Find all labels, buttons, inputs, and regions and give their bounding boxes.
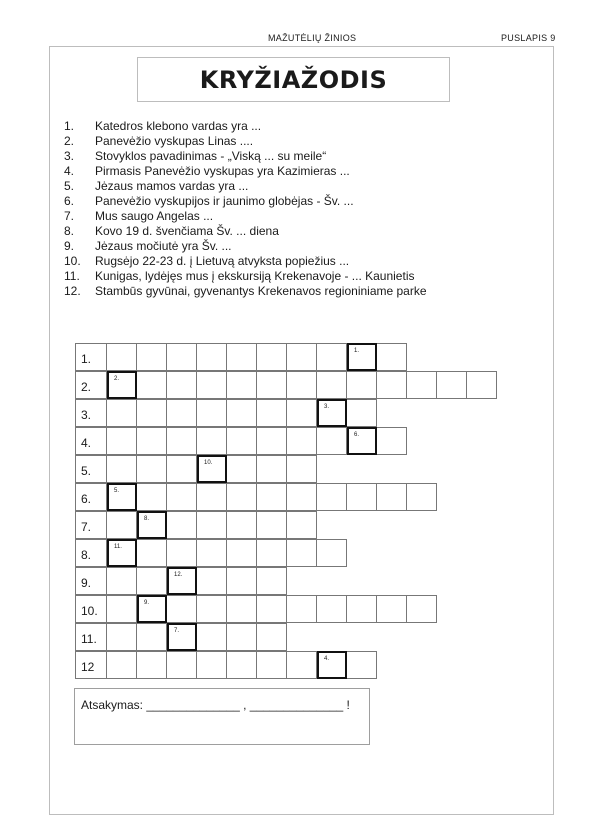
- row-number: 5.: [75, 455, 107, 483]
- crossword-cell[interactable]: [107, 455, 137, 483]
- crossword-cell[interactable]: [227, 539, 257, 567]
- clue-text: Mus saugo Angelas ...: [95, 209, 214, 223]
- clue-text: Jėzaus mamos vardas yra ...: [95, 179, 249, 193]
- crossword-key-cell[interactable]: [107, 483, 137, 511]
- row-number: 4.: [75, 427, 107, 455]
- key-cell-number: 8.: [144, 516, 150, 522]
- row-number: 3.: [75, 399, 107, 427]
- crossword-row: [75, 399, 377, 427]
- crossword-key-cell[interactable]: [317, 399, 347, 427]
- crossword-cell[interactable]: [197, 623, 227, 651]
- crossword-cell[interactable]: [257, 595, 287, 623]
- clue-item: [64, 149, 326, 164]
- row-number: 9.: [75, 567, 107, 595]
- clue-text: Jėzaus močiutė yra Šv. ...: [95, 239, 232, 253]
- clue-text: Stambūs gyvūnai, gyvenantys Krekenavos regioniniame parke: [95, 284, 427, 298]
- crossword-cell[interactable]: [257, 651, 287, 679]
- crossword-cell[interactable]: [167, 427, 197, 455]
- crossword-cell[interactable]: [287, 483, 317, 511]
- crossword-cell[interactable]: [197, 399, 227, 427]
- crossword-row: [75, 567, 287, 595]
- row-number: 12: [75, 651, 107, 679]
- clue-item: [64, 134, 253, 149]
- publication-name: MAŽUTĖLIŲ ŽINIOS: [268, 33, 357, 43]
- crossword-cell[interactable]: [227, 511, 257, 539]
- crossword-cell[interactable]: [227, 455, 257, 483]
- row-number: 6.: [75, 483, 107, 511]
- clue-item: [64, 269, 414, 284]
- clue-number: 11.: [64, 269, 80, 283]
- crossword-row: [75, 427, 407, 455]
- crossword-key-cell[interactable]: [347, 343, 377, 371]
- key-cell-number: 5.: [114, 488, 120, 494]
- crossword-key-cell[interactable]: [197, 455, 227, 483]
- crossword-cell[interactable]: [137, 399, 167, 427]
- key-cell-number: 6.: [354, 432, 360, 438]
- crossword-row: [75, 343, 407, 371]
- key-cell-number: 10.: [204, 460, 213, 466]
- crossword-cell[interactable]: [197, 427, 227, 455]
- crossword-cell[interactable]: [287, 371, 317, 399]
- crossword-cell[interactable]: [377, 343, 407, 371]
- crossword-cell[interactable]: [197, 343, 227, 371]
- crossword-cell[interactable]: [227, 651, 257, 679]
- crossword-cell[interactable]: [347, 483, 377, 511]
- crossword-cell[interactable]: [287, 595, 317, 623]
- crossword-cell[interactable]: [287, 343, 317, 371]
- crossword-cell[interactable]: [137, 651, 167, 679]
- crossword-cell[interactable]: [287, 511, 317, 539]
- crossword-cell[interactable]: [227, 595, 257, 623]
- clue-number: 7.: [64, 209, 75, 223]
- clue-item: [64, 224, 279, 239]
- crossword-cell[interactable]: [257, 399, 287, 427]
- crossword-key-cell[interactable]: [107, 371, 137, 399]
- crossword-cell[interactable]: [227, 371, 257, 399]
- crossword-cell[interactable]: [257, 371, 287, 399]
- key-cell-number: 2.: [114, 376, 120, 382]
- crossword-cell[interactable]: [377, 371, 407, 399]
- row-number: 2.: [75, 371, 107, 399]
- crossword-cell[interactable]: [197, 651, 227, 679]
- crossword-cell[interactable]: [227, 483, 257, 511]
- crossword-cell[interactable]: [197, 511, 227, 539]
- crossword-key-cell[interactable]: [107, 539, 137, 567]
- crossword-cell[interactable]: [317, 595, 347, 623]
- crossword-cell[interactable]: [257, 567, 287, 595]
- crossword-cell[interactable]: [167, 511, 197, 539]
- crossword-cell[interactable]: [167, 455, 197, 483]
- crossword-cell[interactable]: [167, 343, 197, 371]
- crossword-cell[interactable]: [107, 567, 137, 595]
- crossword-cell[interactable]: [107, 595, 137, 623]
- clue-number: 8.: [64, 224, 75, 238]
- clue-number: 6.: [64, 194, 75, 208]
- crossword-cell[interactable]: [137, 343, 167, 371]
- crossword-cell[interactable]: [347, 399, 377, 427]
- clue-number: 2.: [64, 134, 75, 148]
- title-box: [137, 57, 450, 102]
- crossword-cell[interactable]: [257, 427, 287, 455]
- crossword-cell[interactable]: [377, 483, 407, 511]
- clue-number: 5.: [64, 179, 75, 193]
- clue-number: 3.: [64, 149, 75, 163]
- crossword-cell[interactable]: [257, 343, 287, 371]
- crossword-cell[interactable]: [227, 399, 257, 427]
- clue-number: 1.: [64, 119, 75, 133]
- crossword-cell[interactable]: [167, 483, 197, 511]
- crossword-cell[interactable]: [257, 539, 287, 567]
- row-number: 11.: [75, 623, 107, 651]
- clue-number: 12.: [64, 284, 81, 298]
- crossword-row: [75, 623, 287, 651]
- clue-item: [64, 179, 248, 194]
- crossword-cell[interactable]: [287, 455, 317, 483]
- clue-text: Rugsėjo 22-23 d. į Lietuvą atvyksta popiežius ...: [95, 254, 350, 268]
- crossword-cell[interactable]: [287, 651, 317, 679]
- crossword-cell[interactable]: [227, 623, 257, 651]
- crossword-key-cell[interactable]: [167, 623, 197, 651]
- crossword-cell[interactable]: [137, 371, 167, 399]
- crossword-cell[interactable]: [287, 399, 317, 427]
- crossword-cell[interactable]: [407, 483, 437, 511]
- crossword-cell[interactable]: [257, 483, 287, 511]
- row-number: 8.: [75, 539, 107, 567]
- crossword-cell[interactable]: [407, 595, 437, 623]
- crossword-key-cell[interactable]: [137, 511, 167, 539]
- crossword-cell[interactable]: [107, 343, 137, 371]
- clue-text: Kunigas, lydėjęs mus į ekskursiją Krekenavoje - ... Kaunietis: [95, 269, 415, 283]
- crossword-cell[interactable]: [137, 483, 167, 511]
- page-title: KRYŽIAŽODIS: [199, 65, 388, 94]
- crossword-cell[interactable]: [197, 595, 227, 623]
- crossword-row: [75, 455, 317, 483]
- answer-line: Atsakymas: ______________ , ______________ !: [81, 698, 350, 712]
- crossword-key-cell[interactable]: [317, 651, 347, 679]
- crossword-cell[interactable]: [467, 371, 497, 399]
- key-cell-number: 12.: [174, 572, 183, 578]
- crossword-row: [75, 483, 437, 511]
- crossword-cell[interactable]: [167, 539, 197, 567]
- page-number: PUSLAPIS 9: [501, 33, 556, 43]
- crossword-cell[interactable]: [287, 539, 317, 567]
- clue-text: Katedros klebono vardas yra ...: [95, 119, 262, 133]
- crossword-cell[interactable]: [107, 511, 137, 539]
- clue-text: Panevėžio vyskupijos ir jaunimo globėjas - Šv. ...: [95, 194, 354, 208]
- crossword-cell[interactable]: [137, 455, 167, 483]
- crossword-cell[interactable]: [407, 371, 437, 399]
- crossword-cell[interactable]: [257, 511, 287, 539]
- crossword-cell[interactable]: [137, 567, 167, 595]
- crossword-cell[interactable]: [347, 371, 377, 399]
- crossword-cell[interactable]: [257, 623, 287, 651]
- crossword-cell[interactable]: [197, 371, 227, 399]
- crossword-cell[interactable]: [317, 427, 347, 455]
- crossword-cell[interactable]: [107, 651, 137, 679]
- row-number: 10.: [75, 595, 107, 623]
- clue-text: Panevėžio vyskupas Linas ....: [95, 134, 254, 148]
- clue-number: 4.: [64, 164, 75, 178]
- crossword-cell[interactable]: [137, 539, 167, 567]
- crossword-cell[interactable]: [137, 427, 167, 455]
- crossword-cell[interactable]: [167, 371, 197, 399]
- clue-item: [64, 119, 261, 134]
- key-cell-number: 4.: [324, 656, 330, 662]
- crossword-cell[interactable]: [437, 371, 467, 399]
- crossword-cell[interactable]: [347, 651, 377, 679]
- crossword-row: [75, 595, 437, 623]
- clue-item: [64, 164, 350, 179]
- crossword-cell[interactable]: [167, 595, 197, 623]
- key-cell-number: 7.: [174, 628, 180, 634]
- clue-text: Kovo 19 d. švenčiama Šv. ... diena: [95, 224, 279, 238]
- answer-box: [74, 688, 370, 745]
- key-cell-number: 9.: [144, 600, 150, 606]
- crossword-cell[interactable]: [227, 427, 257, 455]
- key-cell-number: 1.: [354, 348, 360, 354]
- crossword-cell[interactable]: [317, 371, 347, 399]
- clue-item: [64, 209, 213, 224]
- crossword-cell[interactable]: [377, 595, 407, 623]
- key-cell-number: 3.: [324, 404, 330, 410]
- row-number: 1.: [75, 343, 107, 371]
- clue-item: [64, 284, 427, 299]
- crossword-row: [75, 511, 317, 539]
- row-number: 7.: [75, 511, 107, 539]
- crossword-cell[interactable]: [197, 539, 227, 567]
- crossword-cell[interactable]: [317, 343, 347, 371]
- crossword-cell[interactable]: [227, 343, 257, 371]
- crossword-row: [75, 539, 347, 567]
- crossword-key-cell[interactable]: [167, 567, 197, 595]
- key-cell-number: 11.: [114, 544, 122, 550]
- crossword-cell[interactable]: [287, 427, 317, 455]
- crossword-cell[interactable]: [137, 623, 167, 651]
- clue-number: 9.: [64, 239, 75, 253]
- clue-item: [64, 239, 232, 254]
- crossword-key-cell[interactable]: [137, 595, 167, 623]
- crossword-cell[interactable]: [377, 427, 407, 455]
- crossword-cell[interactable]: [227, 567, 257, 595]
- clue-text: Stovyklos pavadinimas - „Viską ... su meile“: [95, 149, 327, 163]
- crossword-key-cell[interactable]: [347, 427, 377, 455]
- clue-number: 10.: [64, 254, 81, 268]
- clue-item: [64, 194, 354, 209]
- crossword-cell[interactable]: [107, 623, 137, 651]
- crossword-cell[interactable]: [347, 595, 377, 623]
- crossword-cell[interactable]: [257, 455, 287, 483]
- crossword-cell[interactable]: [167, 399, 197, 427]
- crossword-row: [75, 651, 377, 679]
- crossword-cell[interactable]: [107, 427, 137, 455]
- clue-item: [64, 254, 349, 269]
- crossword-row: [75, 371, 497, 399]
- crossword-cell[interactable]: [197, 567, 227, 595]
- clue-text: Pirmasis Panevėžio vyskupas yra Kazimieras ...: [95, 164, 350, 178]
- crossword-cell[interactable]: [317, 483, 347, 511]
- crossword-cell[interactable]: [107, 399, 137, 427]
- crossword-cell[interactable]: [167, 651, 197, 679]
- crossword-cell[interactable]: [197, 483, 227, 511]
- crossword-cell[interactable]: [317, 539, 347, 567]
